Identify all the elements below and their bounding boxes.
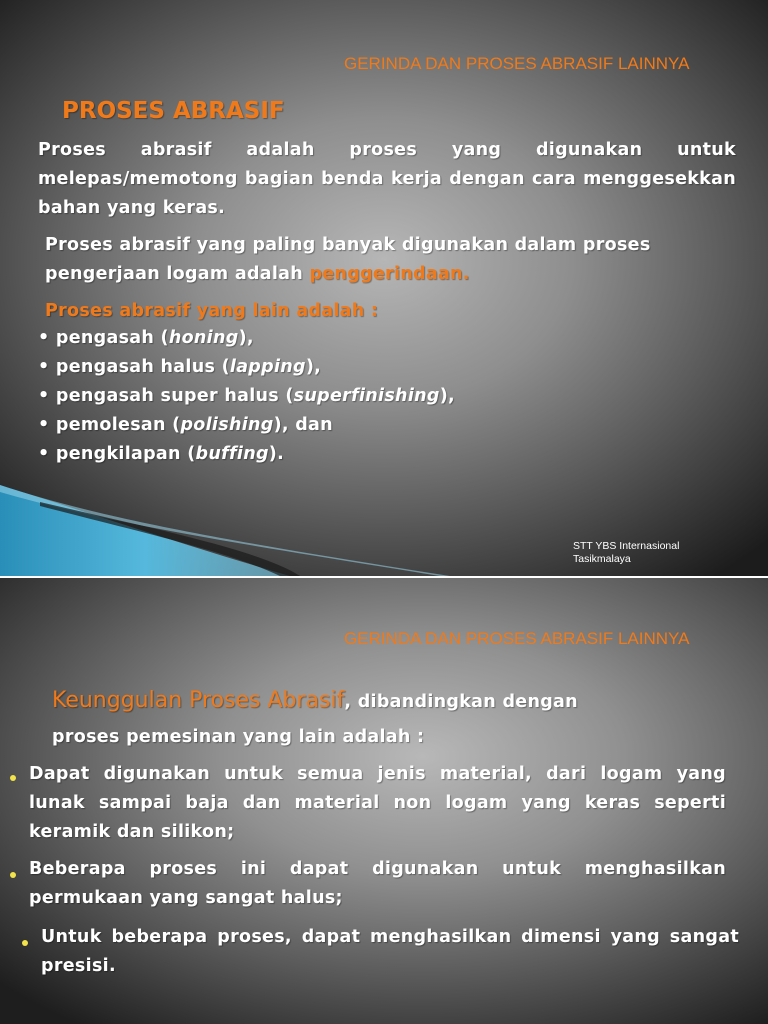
slide-heading [52,688,578,717]
paragraph-grinding-text: Proses abrasif yang paling banyak digunakan dalam proses pengerjaan logam adalah [45,235,651,284]
list-item: • pengkilapan (buffing). [38,444,285,464]
advantage-item: Beberapa proses ini dapat digunakan untuk menghasilkan permukaan yang sangat halus; [29,859,726,908]
bullet-dot [10,775,16,781]
footer-line-1: STT YBS Internasional [573,540,680,552]
advantage-item: Untuk beberapa proses, dapat menghasilkan dimensi yang sangat presisi. [41,927,739,976]
list-item: • pengasah super halus (superfinishing), [38,386,455,406]
slide-header-title: GERINDA DAN PROSES ABRASIF LAINNYA [344,54,690,73]
bullet-dot [22,940,28,946]
term-italic: buffing [195,444,269,464]
footer-institution [573,540,679,566]
term-italic: superfinishing [293,386,440,406]
list-item: • pengasah halus (lapping), [38,357,322,377]
paragraph-definition: Proses abrasif adalah proses yang digunakan untuk melepas/memotong bagian benda kerja dengan cara menggesekkan bahan yang keras. [38,140,736,218]
advantage-item: Dapat digunakan untuk semua jenis material, dari logam yang lunak sampai baja dan material non logam yang keras seperti keramik dan silikon; [29,764,726,842]
bullet-dot [10,872,16,878]
list-item: • pemolesan (polishing), dan [38,415,333,435]
term-italic: honing [168,328,239,348]
heading-rest: , dibandingkan dengan [344,692,578,712]
heading-line-2: proses pemesinan yang lain adalah : [52,727,425,747]
term-italic: lapping [229,357,306,377]
heading-highlight: Keunggulan Proses Abrasif [52,688,345,713]
paragraph-grinding [45,231,745,289]
slide-header-title: GERINDA DAN PROSES ABRASIF LAINNYA [344,629,690,648]
highlight-grinding: penggerindaan. [309,264,470,284]
list-intro: Proses abrasif yang lain adalah : [45,301,379,321]
term-italic: polishing [180,415,274,435]
process-list [38,324,455,469]
slide-heading: PROSES ABRASIF [62,98,285,124]
slide-2 [0,578,768,1024]
footer-line-2: Tasikmalaya [573,553,631,565]
list-item: • pengasah (honing), [38,328,254,348]
